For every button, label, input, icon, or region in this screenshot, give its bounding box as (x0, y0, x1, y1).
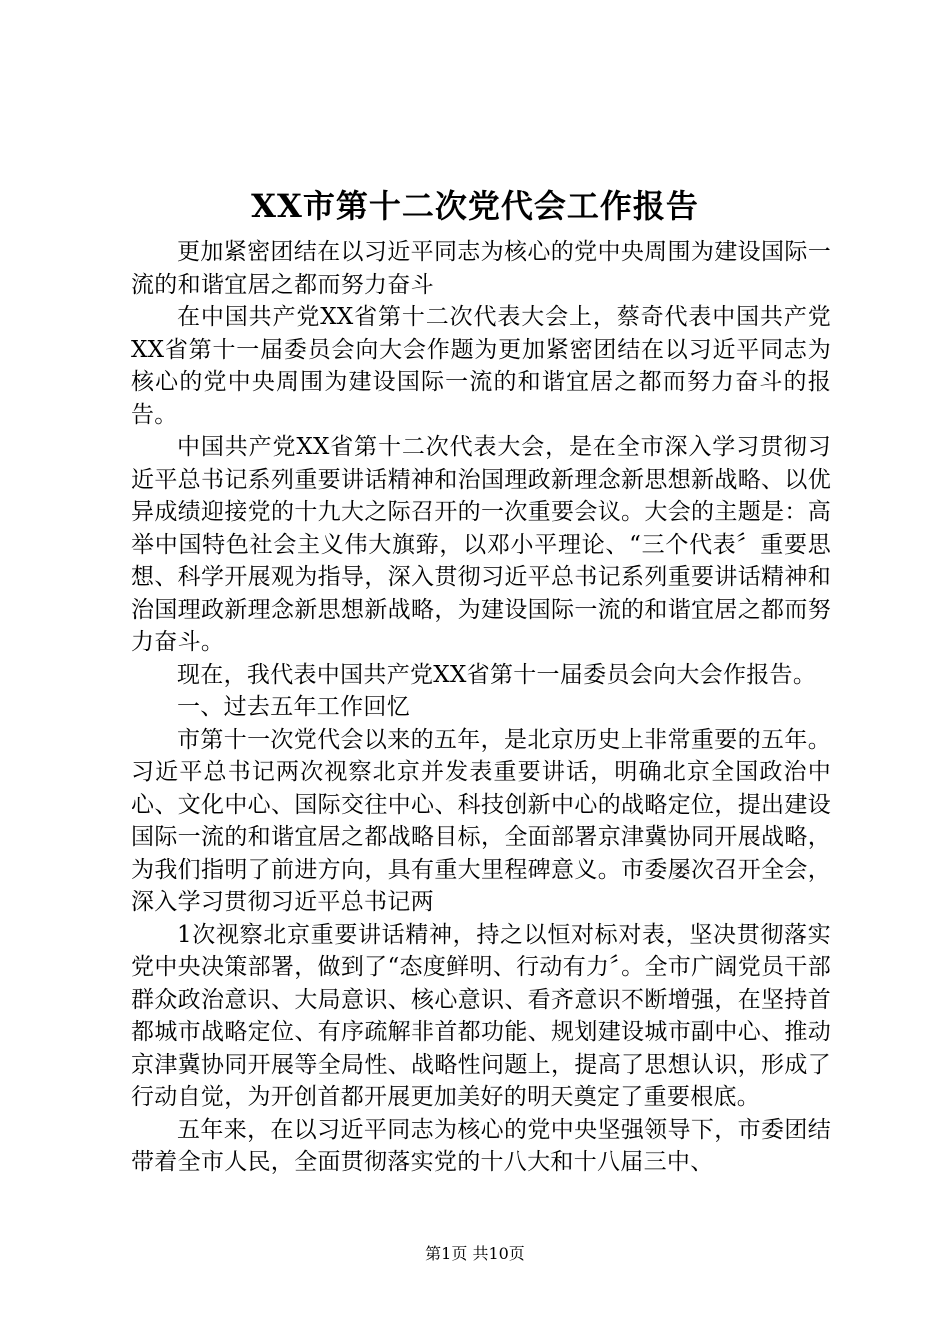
section-heading: 一、过去五年工作回忆 (177, 694, 410, 720)
paragraph-subtitle: 更加紧密团结在以习近平同志为核心的党中央周围为建设国际一流的和谐宜居之都而努力奋斗 (131, 239, 831, 298)
paragraph-intro: 在中国共产党XX省第十二次代表大会上，蔡奇代表中国共产党XX省第十一届委员会向大会作题为更加紧密团结在以习近平同志为核心的党中央周围为建设国际一流的和谐宜居之都而努力奋斗的报告。 (131, 304, 831, 428)
document-body (131, 236, 831, 1179)
paragraph-achievements: 五年来，在以习近平同志为核心的党中央坚强领导下，市委团结带着全市人民，全面贯彻落实党的十八大和十八届三中、 (131, 1116, 831, 1175)
paragraph-congress-theme: 中国共产党XX省第十二次代表大会，是在全市深入学习贯彻习近平总书记系列重要讲话精神和治国理政新理念新思想新战略、以优异成绩迎接党的十九大之际召开的一次重要会议。大会的主题是：高举中国特色社会主义伟大旗臶，以邓小平理论、“三个代表〞重要思想、科学开展观为指导，深入贯彻习近平总书记系列重要讲话精神和治国理政新理念新思想新战略，为建设国际一流的和谐宜居之都而努力奋斗。 (131, 434, 831, 655)
document-title: XX市第十二次党代会工作报告 (251, 187, 699, 225)
page-number-footer: 第1页 共10页 (425, 1244, 525, 1263)
paragraph-inspection: 1次视察北京重要讲话精神，持之以恒对标对表，坚决贯彻落实党中央决策部署，做到了“态度鲜明、行动有力〞。全市广阔党员干部群众政治意识、大局意识、核心意识、看齐意识不断增强，在坚持首都城市战略定位、有序疏解非首都功能、规划建设城市副中心、推动京津冀协同开展等全局性、战略性问题上，提高了思想认识，形成了行动自觉，为开创首都开展更加美好的明天奠定了重要根底。 (131, 921, 831, 1110)
paragraph-report-statement: 现在，我代表中国共产党XX省第十一届委员会向大会作报告。 (177, 661, 817, 688)
paragraph-five-years: 市第十一次党代会以来的五年，是北京历史上非常重要的五年。习近平总书记两次视察北京并发表重要讲话，明确北京全国政治中心、文化中心、国际交往中心、科技创新中心的战略定位，提出建设国际一流的和谐宜居之都战略目标，全面部署京津冀协同开展战略，为我们指明了前进方向，具有重大里程碑意义。市委屡次召开全会，深入学习贯彻习近平总书记两 (131, 726, 831, 915)
